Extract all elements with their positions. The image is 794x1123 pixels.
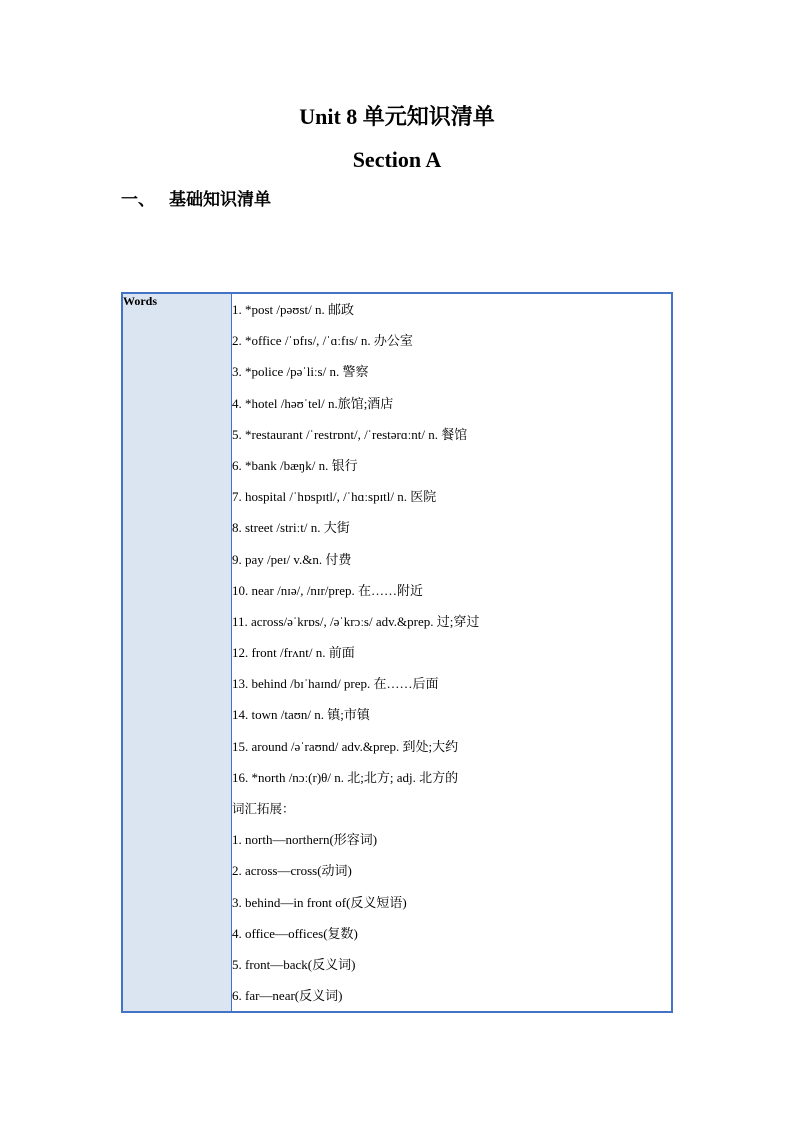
section-heading-number: 一、 [121, 190, 155, 210]
expansion-entry: 3. behind—in front of(反义短语) [232, 894, 407, 910]
page-title: Unit 8 单元知识清单 [299, 104, 495, 129]
words-label-cell: Words [122, 293, 232, 1012]
section-title: Section A [352, 147, 442, 172]
word-entry: 16. *north /nɔː(r)θ/ n. 北;北方; adj. 北方的 [232, 769, 459, 785]
expansion-entry: 5. front—back(反义词) [232, 956, 356, 972]
word-entry: 6. *bank /bæŋk/ n. 银行 [232, 457, 358, 473]
section-heading [121, 188, 271, 212]
expansion-entry: 4. office—offices(复数) [232, 925, 358, 941]
word-entry: 14. town /taʊn/ n. 镇;市镇 [232, 707, 370, 723]
word-entry: 15. around /əˈraʊnd/ adv.&prep. 到处;大约 [232, 738, 459, 754]
word-entry: 10. near /nɪə/, /nɪr/prep. 在……附近 [232, 582, 423, 598]
section-heading-text: 基础知识清单 [169, 190, 271, 210]
word-entry: 1. *post /pəʊst/ n. 邮政 [232, 302, 354, 317]
words-content-cell [232, 293, 673, 1012]
word-entry: 11. across/əˈkrɒs/, /əˈkrɔːs/ adv.&prep. 过;穿过 [232, 613, 480, 629]
word-entry: 2. *office /ˈɒfɪs/, /ˈɑːfɪs/ n. 办公室 [232, 333, 413, 349]
expansion-entry: 2. across—cross(动词) [232, 863, 352, 879]
expansion-entry: 6. far—near(反义词) [232, 988, 343, 1004]
word-entry: 4. *hotel /həʊˈtel/ n.旅馆;酒店 [232, 395, 394, 411]
word-entry: 12. front /frʌnt/ n. 前面 [232, 645, 355, 661]
words-table [121, 292, 673, 1013]
word-entry: 5. *restaurant /ˈrestrɒnt/, /ˈrestərɑːnt/ n. 餐馆 [232, 426, 468, 442]
word-entry: 3. *police /pəˈliːs/ n. 警察 [232, 364, 369, 380]
expansion-entry: 1. north—northern(形容词) [232, 832, 378, 848]
word-entry: 7. hospital /ˈhɒspɪtl/, /ˈhɑːspɪtl/ n. 医院 [232, 489, 437, 505]
word-entry: 8. street /striːt/ n. 大街 [232, 520, 350, 536]
word-entry: 13. behind /bɪˈhaɪnd/ prep. 在……后面 [232, 676, 439, 692]
table-row [122, 293, 672, 1012]
expansion-title: 词汇拓展： [232, 801, 295, 816]
word-entry: 9. pay /peɪ/ v.&n. 付费 [232, 551, 352, 567]
